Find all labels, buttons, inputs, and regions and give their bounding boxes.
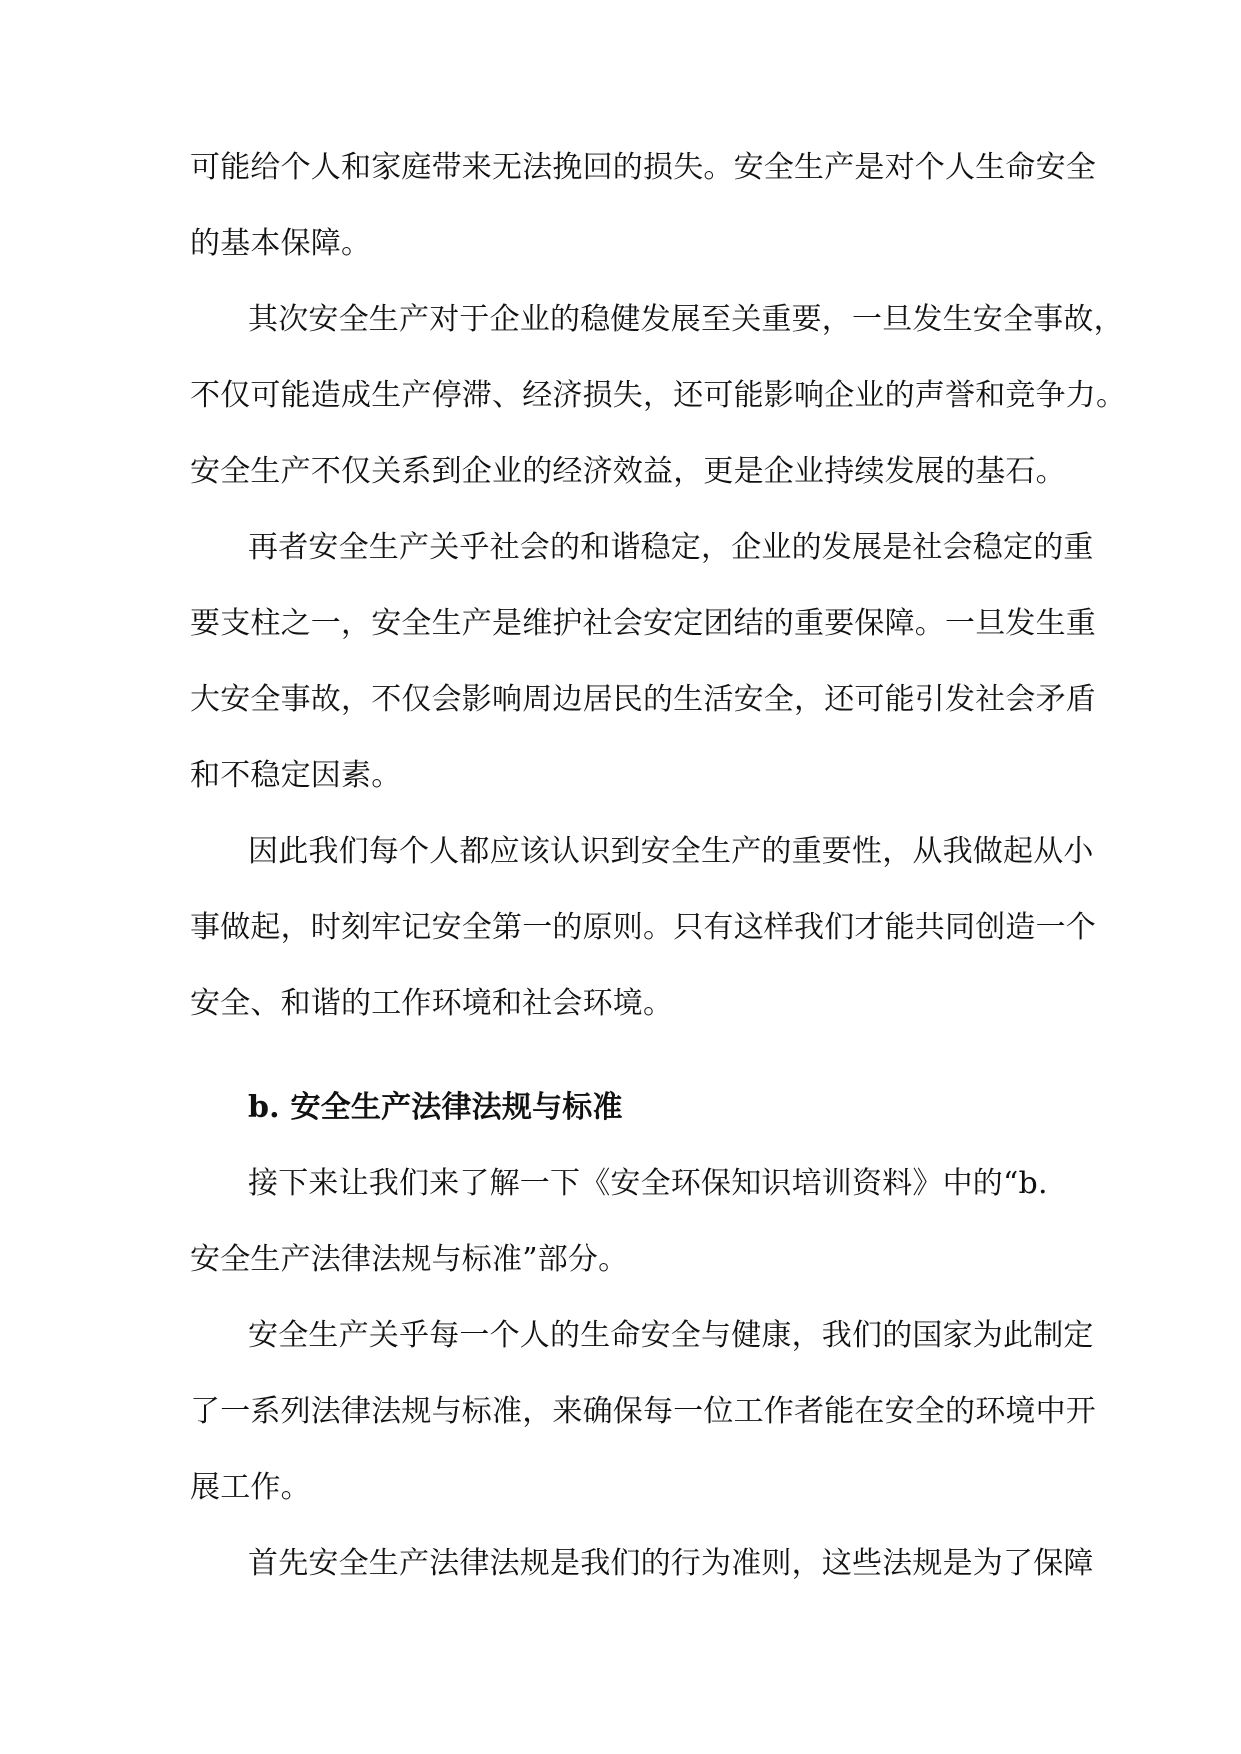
paragraph-line: 不仅可能造成生产停滞、经济损失，还可能影响企业的声誉和竞争力。 — [190, 378, 1127, 413]
paragraph-line: 要支柱之一，安全生产是维护社会安定团结的重要保障。一旦发生重 — [190, 606, 1096, 641]
paragraph-line: 的基本保障。 — [190, 226, 372, 261]
paragraph-line: 接下来让我们来了解一下《安全环保知识培训资料》中的“b. — [248, 1166, 1048, 1201]
paragraph-line: 了一系列法律法规与标准，来确保每一位工作者能在安全的环境中开 — [190, 1394, 1096, 1429]
paragraph-line: 展工作。 — [190, 1470, 311, 1505]
paragraph-line: 安全生产法律法规与标准”部分。 — [190, 1242, 629, 1277]
paragraph-line: 和不稳定因素。 — [190, 758, 402, 793]
section-spacer — [190, 1042, 1052, 1070]
paragraph-line: 大安全事故，不仅会影响周边居民的生活安全，还可能引发社会矛盾 — [190, 682, 1096, 717]
paragraph-line: 首先安全生产法律法规是我们的行为准则，这些法规是为了保障 — [248, 1546, 1094, 1581]
paragraph-line: 安全、和谐的工作环境和社会环境。 — [190, 986, 674, 1021]
document-body — [190, 130, 1127, 1602]
paragraph-line: 可能给个人和家庭带来无法挽回的损失。安全生产是对个人生命安全 — [190, 150, 1096, 185]
paragraph-line: 再者安全生产关乎社会的和谐稳定，企业的发展是社会稳定的重 — [248, 530, 1094, 565]
paragraph-line: 事做起，时刻牢记安全第一的原则。只有这样我们才能共同创造一个 — [190, 910, 1096, 945]
paragraph-line: 其次安全生产对于企业的稳健发展至关重要，一旦发生安全事故， — [248, 302, 1124, 337]
paragraph-line: 安全生产不仅关系到企业的经济效益，更是企业持续发展的基石。 — [190, 454, 1066, 489]
paragraph-line: 安全生产关乎每一个人的生命安全与健康，我们的国家为此制定 — [248, 1318, 1094, 1353]
section-heading: b. 安全生产法律法规与标准 — [248, 1090, 623, 1125]
paragraph-line: 因此我们每个人都应该认识到安全生产的重要性，从我做起从小 — [248, 834, 1094, 869]
